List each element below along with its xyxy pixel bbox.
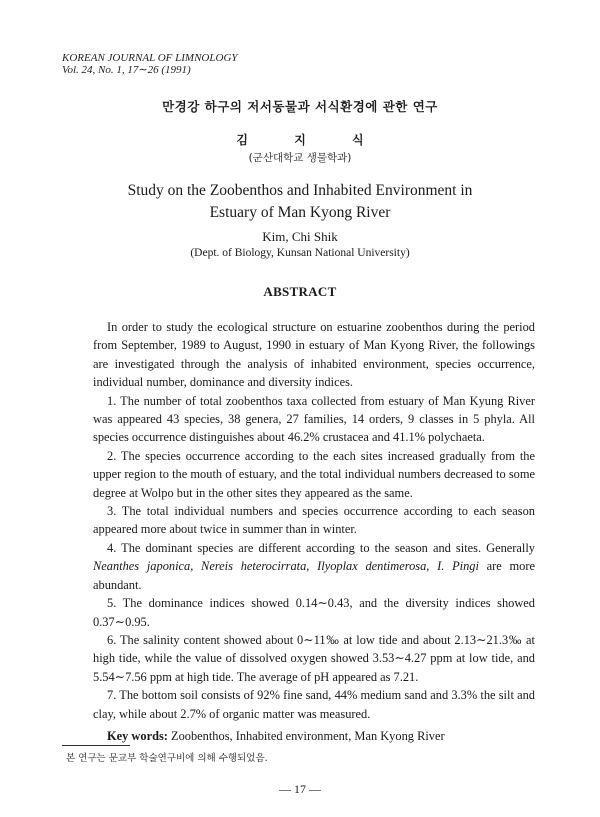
- abstract-item-4-pre: 4. The dominant species are different according to the season and sites. Generally: [107, 540, 535, 555]
- abstract-item-4: [93, 539, 535, 594]
- english-title-line-1: Study on the Zoobenthos and Inhabited Environment in: [127, 182, 473, 199]
- journal-header: [62, 52, 238, 76]
- abstract-item-1: 1. The number of total zoobenthos taxa collected from estuary of Man Kyung River was appeared 43 species, 38 genera, 27 families, 14 orders, 9 classes in 5 phyla. All species occurrence distinguishes about 46.2% crustacea and 41.1% polychaeta.: [93, 393, 535, 445]
- english-title-line-2: Estuary of Man Kyong River: [209, 204, 391, 221]
- korean-author: 김 지 식: [236, 133, 364, 147]
- footnote: 본 연구는 문교부 학술연구비에 의해 수행되었음.: [66, 753, 268, 764]
- abstract-body: [93, 318, 535, 745]
- korean-title: 만경강 하구의 저서동물과 서식환경에 관한 연구: [162, 99, 438, 114]
- english-title: [0, 180, 600, 224]
- abstract-heading: ABSTRACT: [263, 284, 337, 299]
- keywords: [93, 727, 535, 745]
- abstract-item-4-post: are more abundant.: [93, 559, 536, 592]
- abstract-item-2: 2. The species occurrence according to the each sites increased gradually from the upper region to the mouth of estuary, and the total individual numbers decreased to some degree at Wolpo but in the other sites they appeared as the same.: [93, 448, 535, 500]
- english-author: Kim, Chi Shik: [262, 229, 338, 244]
- abstract-item-7: 7. The bottom soil consists of 92% fine sand, 44% medium sand and 3.3% the silt and clay, while about 2.7% of organic matter was measured.: [93, 688, 535, 721]
- korean-affiliation: (군산대학교 생물학과): [248, 152, 352, 164]
- footnote-rule: [62, 745, 130, 746]
- keywords-text: Zoobenthos, Inhabited environment, Man Kyong River: [167, 728, 445, 743]
- journal-citation: Vol. 24, No. 1, 17∼26 (1991): [62, 64, 191, 76]
- keywords-label: Key words:: [107, 728, 168, 743]
- abstract-item-4-species: Neanthes japonica, Nereis heterocirrata, Ilyoplax dentimerosa, I. Pingi: [93, 559, 479, 574]
- page-number: — 17 —: [279, 782, 321, 796]
- abstract-item-3: 3. The total individual numbers and species occurrence according to each season appeared more about twice in summer than in winter.: [93, 504, 535, 537]
- journal-name: KOREAN JOURNAL OF LIMNOLOGY: [62, 52, 238, 64]
- english-affiliation: (Dept. of Biology, Kunsan National University): [190, 247, 410, 259]
- abstract-item-6: 6. The salinity content showed about 0∼11‰ at low tide and about 2.13∼21.3‰ at high tide, while the value of dissolved oxygen showed 3.53∼4.27 ppm at low tide, and 5.54∼7.56 ppm at high tide. The average of pH appeared as 7.21.: [93, 632, 535, 684]
- abstract-item-5: 5. The dominance indices showed 0.14∼0.43, and the diversity indices showed 0.37∼0.95.: [93, 596, 535, 629]
- abstract-intro: In order to study the ecological structure on estuarine zoobenthos during the period from September, 1989 to August, 1990 in estuary of Man Kyong River, the followings are investigated through the analysis of inhabited environment, species occurrence, individual number, dominance and diversity indices.: [93, 320, 535, 390]
